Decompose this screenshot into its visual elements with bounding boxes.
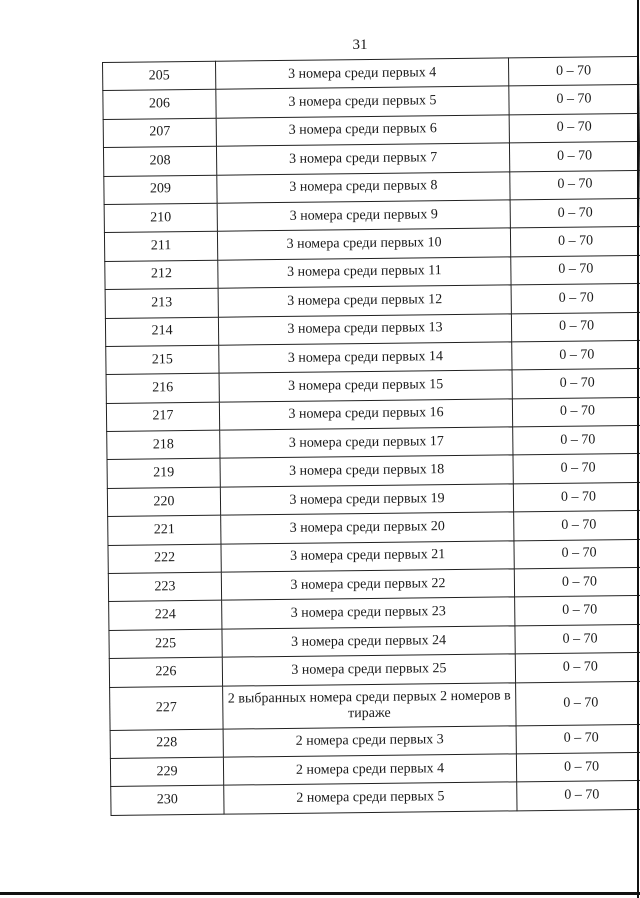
row-number-cell: 206: [103, 90, 216, 120]
row-description-cell: 2 номера среди первых 4: [223, 754, 516, 786]
scan-edge-right: [637, 0, 639, 898]
row-range-cell: 0 – 70: [515, 624, 640, 654]
row-description-cell: 3 номера среди первых 25: [222, 654, 515, 686]
row-description-cell: 2 номера среди первых 5: [224, 782, 517, 814]
row-range-cell: 0 – 70: [510, 170, 640, 200]
row-number-cell: 222: [108, 544, 221, 574]
table-row: [111, 781, 640, 815]
row-number-cell: 221: [108, 515, 221, 545]
bet-types-table: [102, 56, 640, 816]
row-number-cell: 220: [107, 487, 220, 517]
row-number-cell: 224: [109, 601, 222, 631]
row-description-cell: 3 номера среди первых 5: [216, 86, 509, 118]
row-description-cell: 3 номера среди первых 7: [216, 143, 509, 175]
row-description-cell: 3 номера среди первых 18: [220, 455, 513, 487]
row-description-cell: 3 номера среди первых 21: [221, 540, 514, 572]
row-range-cell: 0 – 70: [516, 724, 640, 754]
row-number-cell: 207: [103, 118, 216, 148]
row-range-cell: 0 – 70: [510, 198, 640, 228]
row-description-cell: 3 номера среди первых 20: [221, 512, 514, 544]
row-description-cell: 3 номера среди первых 11: [218, 257, 511, 289]
row-range-cell: 0 – 70: [512, 397, 640, 427]
row-number-cell: 229: [110, 757, 223, 787]
row-number-cell: 227: [110, 686, 223, 730]
row-description-cell: 2 номера среди первых 3: [223, 725, 516, 757]
row-number-cell: 213: [105, 288, 218, 318]
row-range-cell: 0 – 70: [511, 312, 640, 342]
row-range-cell: 0 – 70: [508, 56, 638, 86]
row-range-cell: 0 – 70: [513, 425, 640, 455]
row-number-cell: 217: [106, 402, 219, 432]
table-row: [110, 681, 640, 730]
row-description-cell: 3 номера среди первых 15: [219, 370, 512, 402]
row-number-cell: 208: [103, 146, 216, 176]
row-range-cell: 0 – 70: [514, 511, 640, 541]
row-range-cell: 0 – 70: [511, 284, 640, 314]
row-range-cell: 0 – 70: [509, 113, 639, 143]
row-range-cell: 0 – 70: [509, 142, 639, 172]
row-number-cell: 218: [107, 430, 220, 460]
row-description-cell: 3 номера среди первых 9: [217, 200, 510, 232]
row-range-cell: 0 – 70: [513, 482, 640, 512]
row-description-cell: 3 номера среди первых 10: [217, 228, 510, 260]
row-range-cell: 0 – 70: [509, 85, 639, 115]
row-description-cell: 3 номера среди первых 6: [216, 115, 509, 147]
row-range-cell: 0 – 70: [517, 781, 640, 811]
row-number-cell: 228: [110, 729, 223, 759]
row-range-cell: 0 – 70: [511, 255, 640, 285]
row-number-cell: 211: [104, 232, 217, 262]
row-number-cell: 205: [103, 61, 216, 91]
row-description-cell: 3 номера среди первых 13: [218, 313, 511, 345]
row-range-cell: 0 – 70: [512, 369, 640, 399]
scan-edge-bottom: [0, 892, 640, 895]
row-description-cell: 3 номера среди первых 22: [221, 569, 514, 601]
row-number-cell: 219: [107, 459, 220, 489]
row-number-cell: 216: [106, 373, 219, 403]
row-description-cell: 3 номера среди первых 19: [220, 484, 513, 516]
row-number-cell: 230: [111, 786, 224, 816]
row-range-cell: 0 – 70: [515, 653, 640, 683]
row-range-cell: 0 – 70: [516, 681, 640, 725]
row-description-cell: 3 номера среди первых 23: [222, 597, 515, 629]
row-range-cell: 0 – 70: [510, 227, 640, 257]
row-number-cell: 225: [109, 629, 222, 659]
row-description-cell: 3 номера среди первых 24: [222, 626, 515, 658]
row-number-cell: 214: [105, 317, 218, 347]
row-range-cell: 0 – 70: [513, 454, 640, 484]
row-number-cell: 226: [109, 657, 222, 687]
row-number-cell: 223: [108, 572, 221, 602]
row-range-cell: 0 – 70: [516, 752, 640, 782]
row-range-cell: 0 – 70: [514, 567, 640, 597]
row-description-cell: 3 номера среди первых 4: [215, 58, 508, 90]
row-range-cell: 0 – 70: [512, 340, 640, 370]
row-number-cell: 215: [106, 345, 219, 375]
row-description-cell: 3 номера среди первых 12: [218, 285, 511, 317]
row-description-cell: 3 номера среди первых 17: [220, 427, 513, 459]
row-range-cell: 0 – 70: [515, 596, 640, 626]
row-description-cell: 3 номера среди первых 16: [219, 399, 512, 431]
row-range-cell: 0 – 70: [514, 539, 640, 569]
row-description-cell: 2 выбранных номера среди первых 2 номеров в тираже: [223, 682, 516, 728]
row-description-cell: 3 номера среди первых 8: [217, 171, 510, 203]
row-description-cell: 3 номера среди первых 14: [219, 342, 512, 374]
row-number-cell: 212: [105, 260, 218, 290]
row-number-cell: 209: [104, 175, 217, 205]
row-number-cell: 210: [104, 203, 217, 233]
page-number: 31: [352, 37, 368, 53]
table-body: [103, 56, 640, 815]
